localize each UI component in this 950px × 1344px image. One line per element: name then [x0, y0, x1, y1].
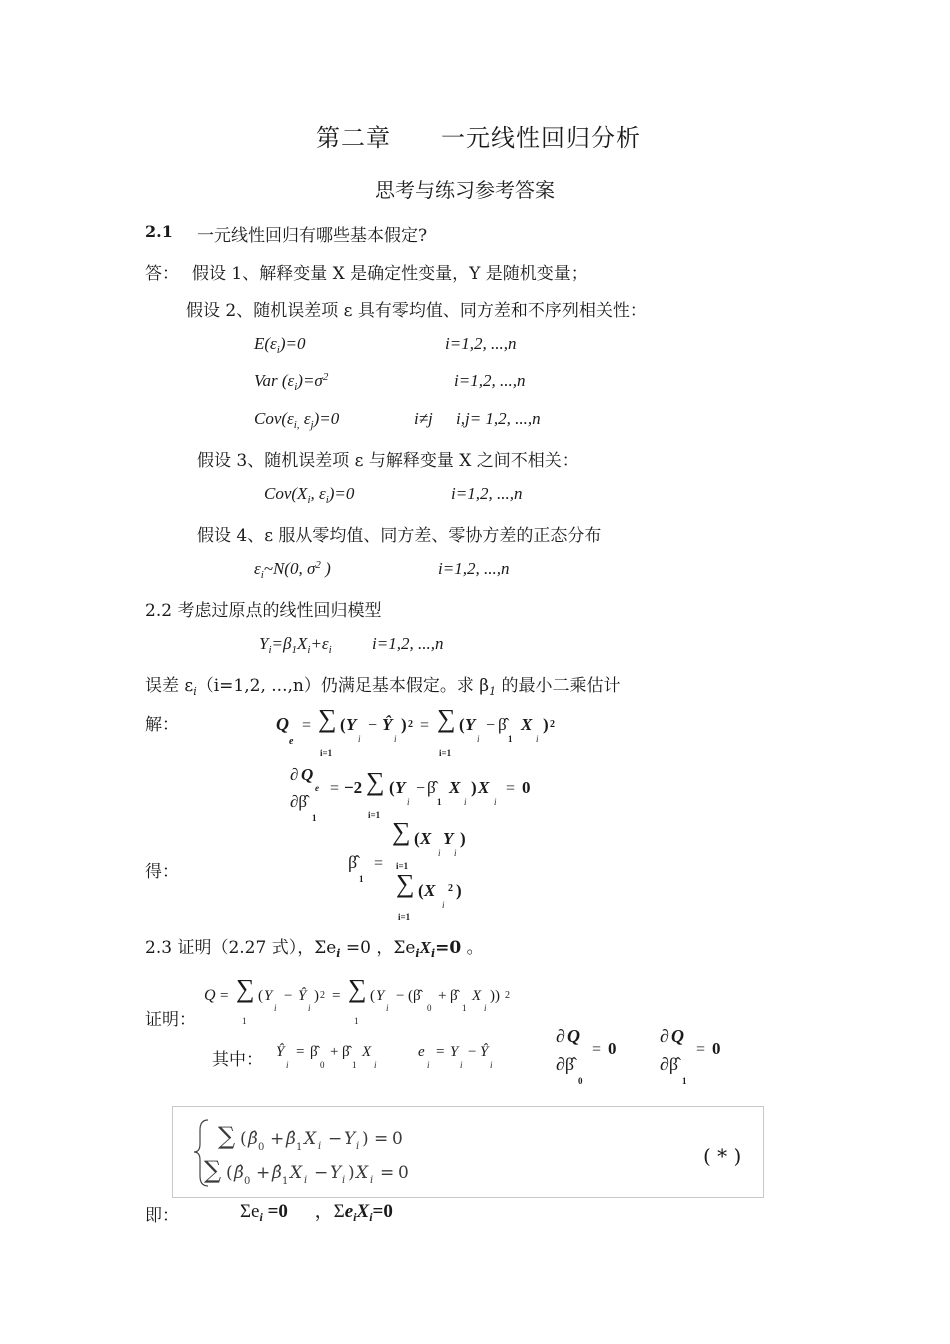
solution-label: 解： — [145, 715, 179, 735]
svg-text:−: − — [328, 1129, 343, 1149]
svg-text:X: X — [304, 1129, 317, 1149]
question-2-3-title: 2.3 证明（2.27 式），$\Sigma e_i =0$ ，$\Sigma e_iX_i=0$ 。 — [145, 938, 484, 960]
svg-text:∂: ∂ — [556, 1026, 565, 1046]
svg-text:1: 1 — [354, 1016, 359, 1026]
assumption-1: 假设 1、解释变量 X 是确定性变量，Y 是随机变量； — [192, 264, 588, 284]
equation-normal: $\varepsilon_i\sim N(0$, $\sigma^2$ ) — [254, 559, 331, 581]
svg-text:i: i — [386, 1003, 389, 1013]
svg-text:(: ( — [389, 778, 395, 797]
svg-text:=: = — [420, 717, 430, 734]
svg-text:∂: ∂ — [660, 1026, 669, 1046]
equation-covariance-condition-2: i,j= 1,2, ...,n — [456, 409, 541, 428]
svg-text:Y: Y — [376, 988, 385, 1004]
svg-text:e: e — [289, 736, 294, 747]
svg-text:1: 1 — [352, 1060, 357, 1070]
svg-text:Y: Y — [344, 1129, 356, 1149]
svg-text:Ŷ: Ŷ — [480, 1044, 489, 1060]
svg-text:=: = — [696, 1041, 706, 1058]
svg-text:=: = — [436, 1044, 445, 1060]
question-number-2-1: 2.1 — [145, 222, 173, 241]
svg-text:2: 2 — [505, 990, 510, 1001]
svg-text:β̂: β̂ — [234, 1163, 244, 1183]
equation-normal-condition: i=1,2, ...,n — [438, 559, 510, 578]
svg-text:1: 1 — [359, 874, 364, 884]
svg-text:0: 0 — [244, 1176, 251, 1187]
svg-text:(: ( — [258, 988, 263, 1004]
svg-text:β̂: β̂ — [342, 1044, 350, 1060]
svg-text:0: 0 — [712, 1039, 721, 1058]
svg-text:0: 0 — [398, 1163, 409, 1183]
svg-text:i: i — [442, 900, 445, 910]
sse-equation-intercept — [200, 972, 520, 1028]
svg-text:β̂: β̂ — [498, 715, 507, 734]
svg-text:X: X — [449, 778, 461, 797]
svg-text:=: = — [330, 780, 340, 797]
svg-text:i: i — [304, 1175, 308, 1186]
svg-text:Y: Y — [450, 1044, 459, 1060]
svg-text:∑: ∑ — [348, 974, 367, 1003]
svg-text:i: i — [356, 1141, 360, 1152]
svg-text:): ) — [362, 1129, 369, 1149]
svg-text:i: i — [484, 1003, 487, 1013]
equation-mean-zero-condition: i=1,2, ...,n — [445, 334, 517, 353]
page-title: 第二章 一元线性回归分析 — [316, 124, 641, 152]
svg-text:∂: ∂ — [290, 765, 299, 784]
svg-text:∑: ∑ — [236, 974, 255, 1003]
svg-text:=: = — [302, 717, 312, 734]
svg-text:=: = — [506, 780, 516, 797]
svg-text:): ) — [471, 778, 477, 797]
svg-text:+: + — [438, 988, 447, 1004]
svg-text:X: X — [478, 778, 490, 797]
assumption-3: 假设 3、随机误差项 ε 与解释变量 X 之间不相关： — [197, 451, 579, 471]
svg-text:∑: ∑ — [392, 817, 411, 846]
svg-text:−: − — [416, 780, 426, 797]
svg-text:i: i — [308, 1003, 311, 1013]
assumption-2: 假设 2、随机误差项 ε 具有零均值、同方差和不序列相关性： — [186, 301, 647, 321]
svg-text:2: 2 — [550, 719, 555, 730]
svg-text:i: i — [460, 1060, 463, 1070]
svg-text:β̂: β̂ — [427, 778, 436, 797]
svg-text:0: 0 — [392, 1129, 403, 1149]
svg-text:−: − — [368, 717, 378, 734]
conclusion-label: 即： — [145, 1206, 179, 1226]
svg-text:∂β̂: ∂β̂ — [290, 792, 308, 811]
normal-equation-partials — [552, 1020, 732, 1088]
svg-text:0: 0 — [608, 1039, 617, 1058]
equation-covariance: $Cov(\varepsilon_{i,}$ $\varepsilon_j)=0$ — [254, 409, 340, 431]
svg-text:∑: ∑ — [218, 1122, 236, 1150]
svg-text:): ) — [543, 715, 549, 734]
equation-variance-condition: i=1,2, ...,n — [454, 371, 526, 390]
svg-text:Q: Q — [301, 765, 314, 784]
svg-text:Q: Q — [567, 1026, 580, 1046]
svg-text:): ) — [460, 829, 466, 848]
svg-text:∂β̂: ∂β̂ — [556, 1054, 575, 1074]
svg-text:X: X — [420, 829, 432, 848]
svg-text:Q: Q — [276, 714, 289, 734]
equation-mean-zero: $E(\varepsilon_i)=0$ — [254, 334, 306, 356]
svg-text:i: i — [286, 1060, 289, 1070]
svg-text:∑: ∑ — [318, 704, 337, 733]
svg-text:=: = — [380, 1163, 395, 1183]
svg-text:1: 1 — [462, 1003, 467, 1013]
svg-text:): ) — [401, 715, 407, 734]
where-label: 其中： — [212, 1050, 263, 1070]
svg-text:2: 2 — [320, 990, 325, 1001]
result-label: 得： — [145, 862, 179, 882]
svg-text:1: 1 — [296, 1142, 303, 1153]
svg-text:e: e — [418, 1044, 425, 1060]
svg-text:Ŷ: Ŷ — [298, 988, 307, 1004]
svg-text:=: = — [374, 855, 384, 872]
svg-text:e: e — [315, 783, 319, 793]
svg-text:β̂: β̂ — [286, 1129, 296, 1149]
sse-equation — [270, 700, 590, 762]
svg-text:i=1: i=1 — [398, 912, 411, 922]
equation-star-label: ( * ) — [703, 1144, 742, 1168]
equation-covariance-condition-1: i≠j — [414, 409, 433, 428]
beta-hat-estimator — [344, 812, 484, 924]
svg-text:Y: Y — [395, 778, 406, 797]
svg-text:i=1: i=1 — [368, 810, 381, 820]
svg-text:−: − — [396, 988, 405, 1004]
svg-text:X: X — [472, 988, 482, 1004]
svg-text:=: = — [374, 1129, 389, 1149]
svg-text:0: 0 — [522, 778, 531, 797]
answer-label: 答： — [145, 264, 179, 284]
svg-text:i: i — [464, 797, 467, 807]
svg-text:−: − — [468, 1044, 477, 1060]
svg-text:X: X — [521, 715, 533, 734]
svg-text:=: = — [592, 1041, 602, 1058]
svg-text:i: i — [454, 848, 457, 858]
svg-text:i: i — [342, 1175, 346, 1186]
svg-text:=: = — [296, 1044, 305, 1060]
svg-text:(: ( — [370, 988, 375, 1004]
svg-text:(: ( — [459, 715, 465, 734]
svg-text:0: 0 — [258, 1142, 265, 1153]
question-2-2-statement: 误差 $\varepsilon_i(i=1,2$, ...,n）仍满足基本假定。求 $\beta_1$ 的最小二乘估计 — [145, 676, 621, 698]
svg-text:(β̂: (β̂ — [408, 988, 421, 1004]
svg-text:β̂: β̂ — [450, 988, 458, 1004]
svg-text:(: ( — [226, 1163, 233, 1183]
svg-text:): ) — [314, 988, 319, 1004]
svg-text:i: i — [490, 1060, 493, 1070]
svg-text:2: 2 — [408, 719, 413, 730]
svg-text:i: i — [374, 1060, 377, 1070]
svg-text:): ) — [456, 881, 462, 900]
page-subtitle: 思考与练习参考答案 — [375, 178, 555, 202]
svg-text:∑: ∑ — [366, 767, 385, 796]
svg-text:1: 1 — [437, 797, 442, 807]
svg-text:i: i — [318, 1141, 322, 1152]
svg-text:X: X — [356, 1163, 369, 1183]
svg-text:i: i — [394, 734, 397, 744]
svg-text:(: ( — [340, 715, 346, 734]
svg-text:+: + — [270, 1129, 285, 1149]
svg-text:Q: Q — [204, 987, 216, 1004]
svg-text:(: ( — [418, 881, 424, 900]
svg-text:(: ( — [240, 1129, 247, 1149]
svg-text:+: + — [330, 1044, 339, 1060]
normal-equations-system — [194, 1114, 464, 1190]
svg-text:i: i — [477, 734, 480, 744]
svg-text:=: = — [220, 988, 229, 1004]
svg-text:2: 2 — [448, 883, 453, 894]
svg-text:Y: Y — [443, 829, 454, 848]
svg-text:0: 0 — [320, 1060, 325, 1070]
svg-text:Q: Q — [671, 1026, 684, 1046]
question-2-2-title: 2.2 考虑过原点的线性回归模型 — [145, 601, 382, 621]
question-2-1-text: 一元线性回归有哪些基本假定? — [197, 226, 428, 246]
svg-text:−: − — [284, 988, 293, 1004]
svg-text:−: − — [486, 717, 496, 734]
svg-text:Y: Y — [465, 715, 476, 734]
equation-cov-x-eps-condition: i=1,2, ...,n — [451, 484, 523, 503]
svg-text:i: i — [427, 1060, 430, 1070]
svg-text:β̂: β̂ — [348, 852, 358, 872]
svg-text:0: 0 — [578, 1076, 583, 1086]
svg-text:1: 1 — [242, 1016, 247, 1026]
svg-text:0: 0 — [427, 1003, 432, 1013]
svg-text:i: i — [536, 734, 539, 744]
model-condition: i=1,2, ...,n — [372, 634, 444, 653]
conclusion-equations: $\Sigma e_i =0$ ，$\Sigma e_iX_i=0$ — [240, 1201, 393, 1224]
svg-text:i: i — [274, 1003, 277, 1013]
svg-text:∑: ∑ — [396, 869, 415, 898]
svg-text:(: ( — [414, 829, 420, 848]
svg-text:+: + — [256, 1163, 271, 1183]
svg-text:1: 1 — [312, 813, 317, 823]
svg-text:X: X — [424, 881, 436, 900]
svg-text:i: i — [494, 797, 497, 807]
proof-label: 证明： — [145, 1010, 196, 1030]
svg-text:∑: ∑ — [437, 704, 456, 733]
svg-text:=: = — [332, 988, 341, 1004]
svg-text:∂β̂: ∂β̂ — [660, 1054, 679, 1074]
svg-text:∑: ∑ — [204, 1156, 222, 1184]
svg-text:i: i — [358, 734, 361, 744]
svg-text:Ŷ: Ŷ — [382, 715, 393, 734]
svg-text:1: 1 — [682, 1076, 687, 1086]
svg-text:1: 1 — [508, 734, 513, 744]
svg-text:Y: Y — [264, 988, 273, 1004]
svg-text:i=1: i=1 — [396, 861, 409, 871]
svg-text:Ŷ: Ŷ — [276, 1044, 285, 1060]
svg-text:−2: −2 — [344, 778, 363, 797]
svg-text:i: i — [438, 848, 441, 858]
model-equation: $Y_i=\beta_1X_i+\varepsilon_i$ — [259, 634, 332, 656]
svg-text:X: X — [290, 1163, 303, 1183]
svg-text:i: i — [370, 1175, 374, 1186]
svg-text:−: − — [314, 1163, 329, 1183]
equation-cov-x-eps: $Cov(X_i$, $\varepsilon_i)=0$ — [264, 484, 355, 506]
assumption-4: 假设 4、ε 服从零均值、同方差、零协方差的正态分布 — [197, 526, 602, 546]
svg-text:)): )) — [490, 988, 500, 1004]
svg-text:i=1: i=1 — [320, 748, 333, 758]
equation-variance: Var $(\varepsilon_i)=\sigma^2$ — [254, 371, 329, 393]
fitted-and-residual-definitions — [272, 1034, 512, 1074]
svg-text:X: X — [362, 1044, 372, 1060]
svg-text:β̂: β̂ — [248, 1129, 258, 1149]
svg-text:Y: Y — [346, 715, 357, 734]
svg-text:1: 1 — [282, 1176, 289, 1187]
svg-text:i: i — [407, 797, 410, 807]
svg-text:i=1: i=1 — [439, 748, 452, 758]
svg-text:β̂: β̂ — [310, 1044, 318, 1060]
svg-text:): ) — [348, 1163, 355, 1183]
svg-text:Y: Y — [330, 1163, 342, 1183]
svg-text:β̂: β̂ — [272, 1163, 282, 1183]
